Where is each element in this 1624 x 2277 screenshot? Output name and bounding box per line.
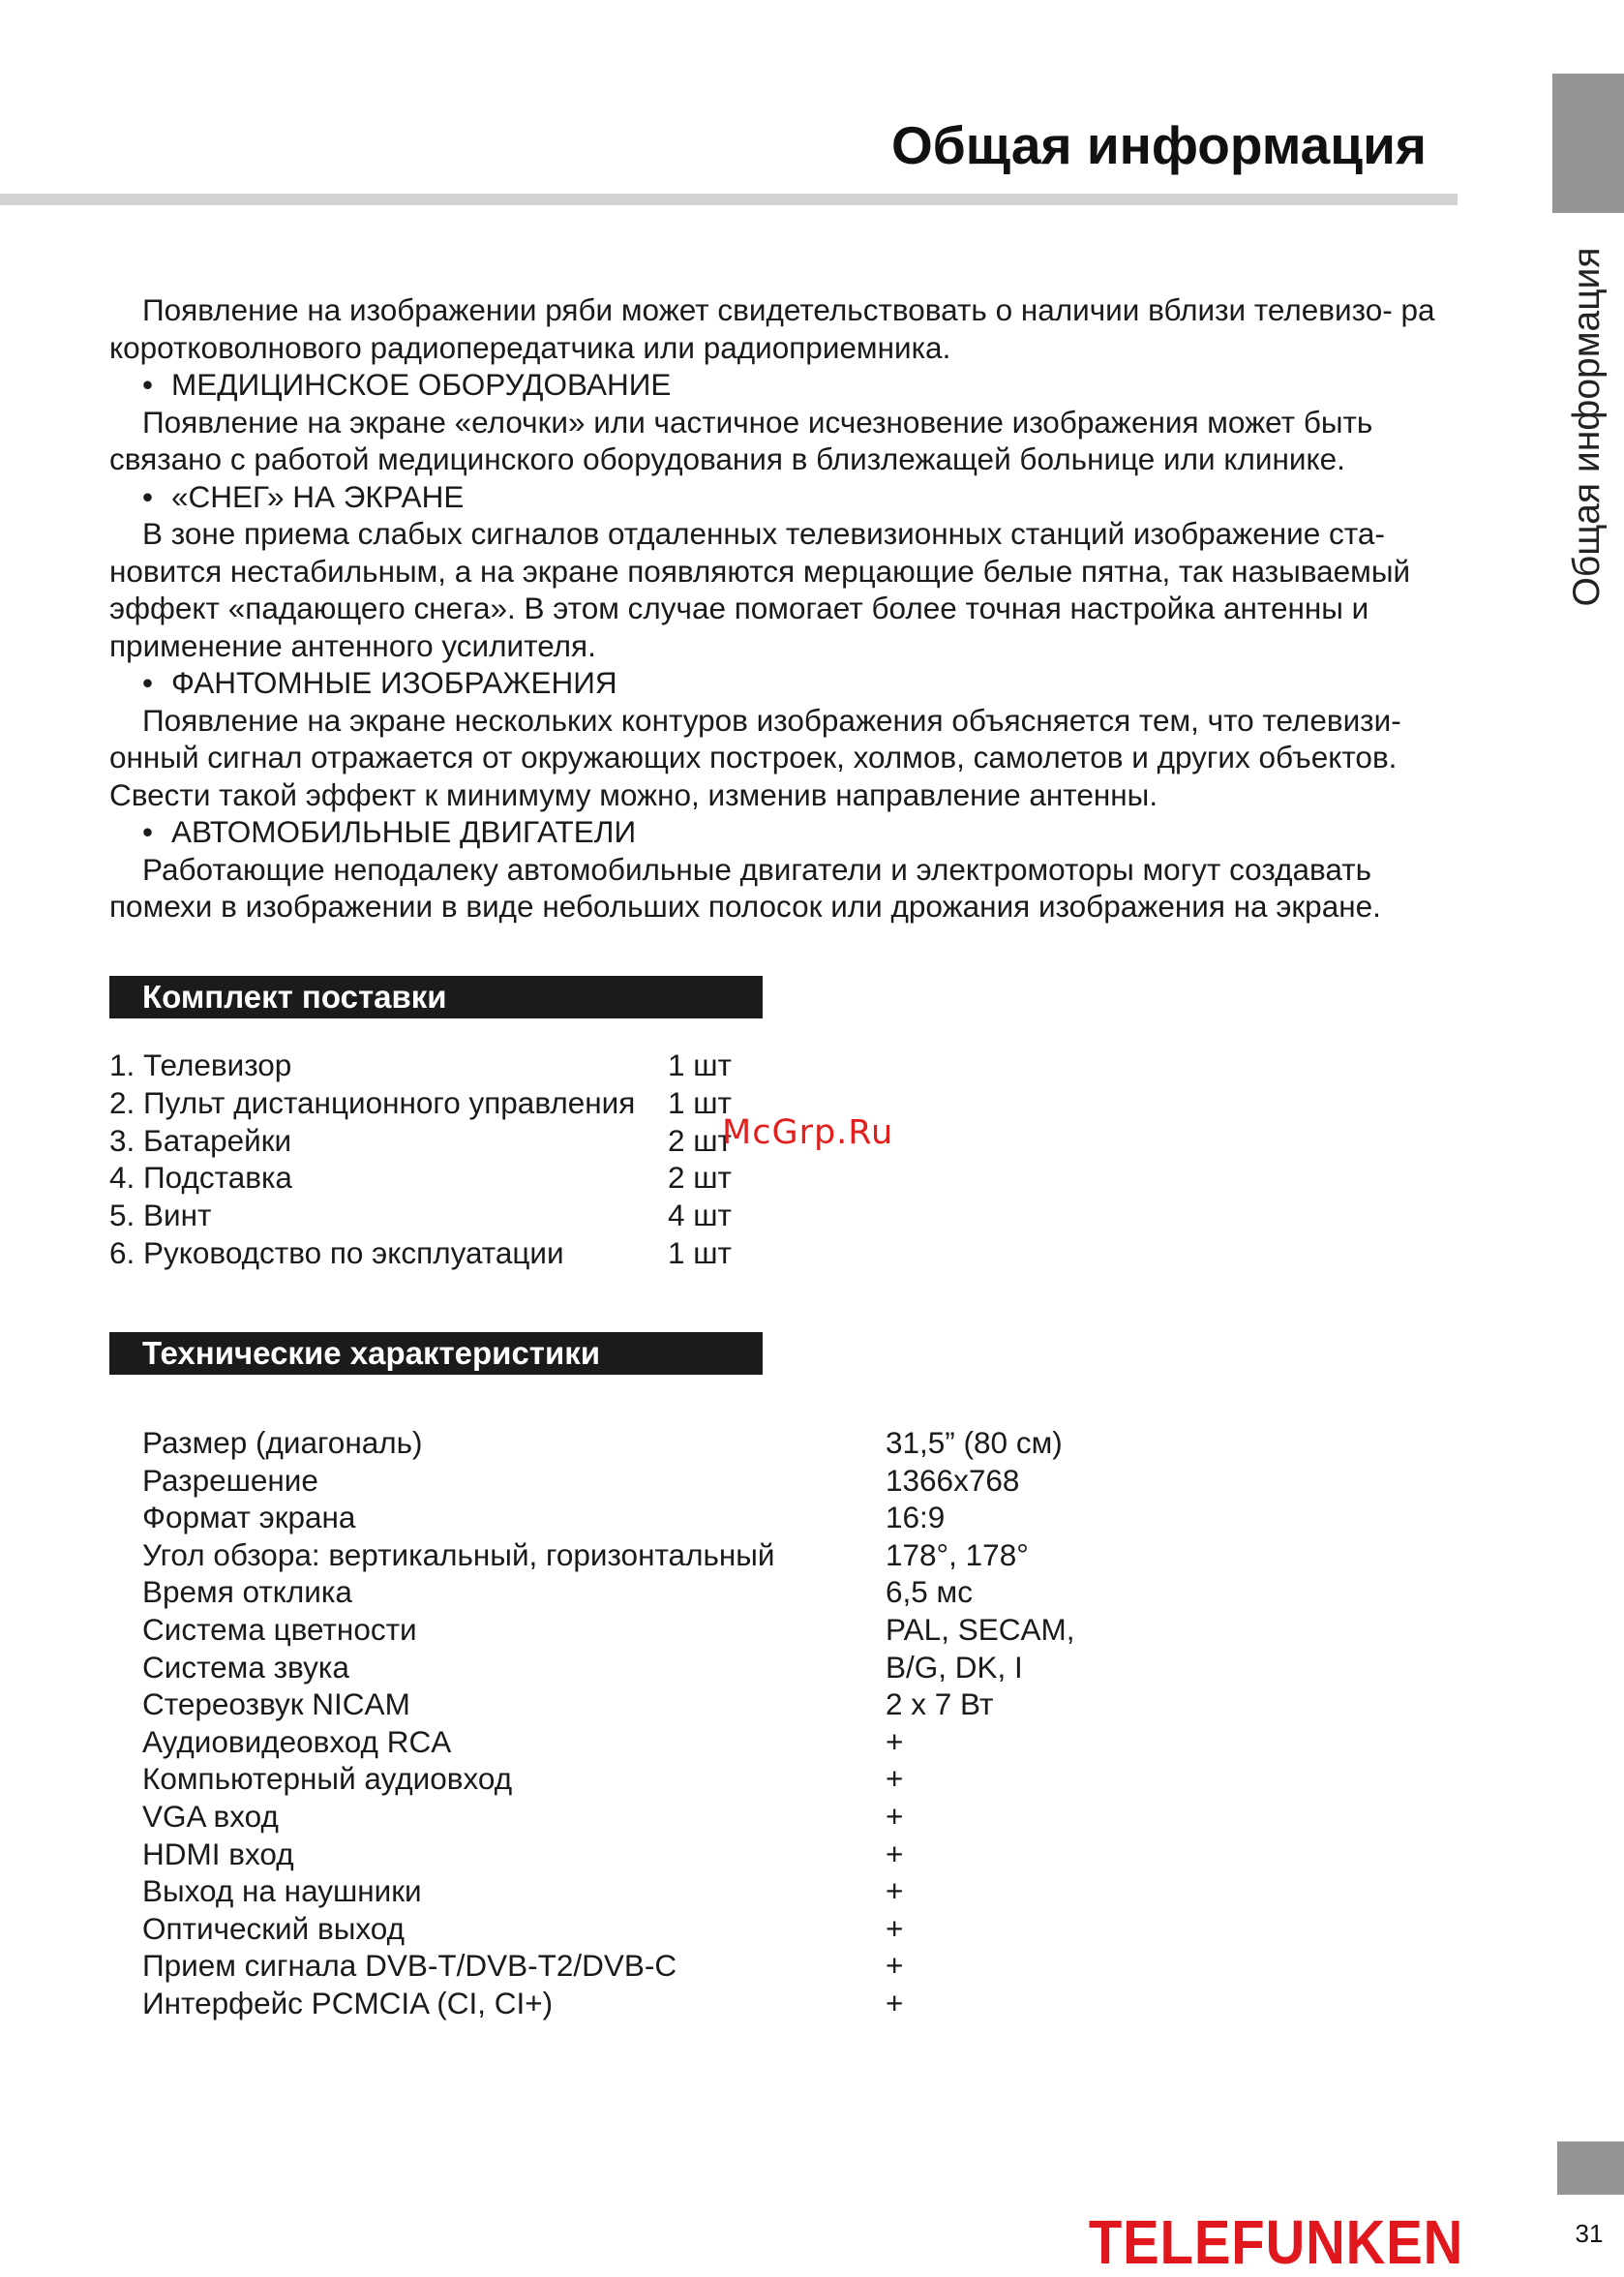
kit-list [109, 1047, 787, 1272]
spec-label: Размер (диагональ) [142, 1425, 423, 1460]
kit-item-name: 4. Подставка [109, 1160, 292, 1196]
kit-item-name: 5. Винт [109, 1198, 212, 1233]
spec-value: + [886, 1761, 904, 1797]
paragraph-rest: онный сигнал отражается от окружающих построек, холмов, самолетов и других объектов. Свести такой эффект к минимуму можно, изменив направление антенны. [109, 740, 1398, 812]
kit-item-qty: 2 шт [668, 1160, 732, 1196]
spec-value: + [886, 1948, 904, 1984]
bullet-heading [109, 366, 1455, 404]
spec-label: Стереозвук NICAM [142, 1686, 410, 1722]
spec-row [142, 1499, 1110, 1536]
spec-label: Время отклика [142, 1574, 352, 1610]
paragraph [109, 702, 1455, 814]
side-tab [1552, 74, 1624, 213]
paragraph-intro [109, 291, 1455, 366]
paragraph [109, 404, 1455, 478]
kit-item-qty: 2 шт [668, 1122, 732, 1158]
bullet-heading [109, 664, 1455, 702]
paragraph-intro-first: Появление на изображении ряби может свидетельствовать о наличии вблизи телевизо- [142, 292, 1393, 327]
kit-item [109, 1084, 787, 1122]
spec-value: + [886, 1873, 904, 1909]
kit-item-name: 1. Телевизор [109, 1047, 292, 1082]
spec-row [142, 1723, 1110, 1761]
bullet-icon: • [142, 367, 154, 402]
bullet-heading-text: АВТОМОБИЛЬНЫЕ ДВИГАТЕЛИ [171, 814, 637, 849]
bullet-heading [109, 813, 1455, 851]
spec-row [142, 1649, 1110, 1686]
spec-row [142, 1836, 1110, 1873]
spec-list [142, 1424, 1110, 2022]
spec-value: + [886, 1985, 904, 2020]
spec-value: 31,5” (80 см) [886, 1425, 1063, 1460]
spec-label: HDMI вход [142, 1836, 294, 1871]
spec-row [142, 1462, 1110, 1500]
spec-value: 2 x 7 Вт [886, 1686, 994, 1722]
spec-value: PAL, SECAM, [886, 1611, 1075, 1647]
bullet-heading-text: МЕДИЦИНСКОЕ ОБОРУДОВАНИЕ [171, 367, 672, 402]
spec-row [142, 1611, 1110, 1649]
spec-label: VGA вход [142, 1798, 279, 1834]
spec-label: Система звука [142, 1649, 349, 1685]
kit-item [109, 1047, 787, 1084]
kit-item-name: 3. Батарейки [109, 1122, 292, 1158]
brand-logo: TELEFUNKEN [1088, 2207, 1463, 2277]
bullet-heading [109, 478, 1455, 516]
bullet-icon: • [142, 665, 154, 700]
spec-row [142, 1872, 1110, 1910]
spec-label: Интерфейс PCMCIA (CI, CI+) [142, 1985, 554, 2020]
paragraph-rest: новится нестабильным, а на экране появляются мерцающие белые пятна, так называемый эффект «падающего снега». В этом случае помогает более точная настройка антенны и применение антенного усилителя. [109, 553, 1411, 663]
spec-value: B/G, DK, I [886, 1649, 1023, 1685]
paragraph-first: В зоне приема слабых сигналов отдаленных телевизионных станций изображение ста- [142, 516, 1385, 551]
paragraph-first: Появление на экране «елочки» или частичное исчезновение изображения может быть [142, 404, 1373, 440]
side-section-label-text: Общая информация [1566, 247, 1608, 607]
spec-label: Система цветности [142, 1611, 417, 1647]
paragraph [109, 515, 1455, 664]
kit-item-qty: 4 шт [668, 1198, 732, 1233]
page-number: 31 [1575, 2219, 1604, 2248]
spec-value: + [886, 1910, 904, 1946]
spec-label: Формат экрана [142, 1500, 356, 1535]
spec-value: 178°, 178° [886, 1536, 1029, 1572]
kit-item [109, 1122, 787, 1160]
spec-value: + [886, 1836, 904, 1871]
spec-value: 16:9 [886, 1500, 946, 1535]
spec-row [142, 1424, 1110, 1462]
body-text [109, 291, 1455, 926]
paragraph-first: Работающие неподалеку автомобильные двигатели и электромоторы могут создавать [142, 851, 1372, 887]
spec-label: Прием сигнала DVB-T/DVB-T2/DVB-C [142, 1948, 677, 1984]
kit-section-header: Комплект поставки [109, 976, 763, 1018]
paragraph [109, 851, 1455, 926]
title-rule [0, 194, 1458, 205]
spec-value: + [886, 1798, 904, 1834]
paragraph-first: Появление на экране нескольких контуров изображения объясняется тем, что телевизи- [142, 702, 1401, 738]
kit-item-qty: 1 шт [668, 1084, 732, 1120]
spec-row [142, 1685, 1110, 1723]
paragraph-rest: связано с работой медицинского оборудования в близлежащей больнице или клинике. [109, 441, 1345, 476]
spec-label: Аудиовидеовход RCA [142, 1723, 452, 1759]
kit-item [109, 1159, 787, 1197]
spec-label: Оптический выход [142, 1910, 405, 1946]
spec-label: Выход на наушники [142, 1873, 422, 1909]
kit-item-qty: 1 шт [668, 1234, 732, 1270]
spec-value: 6,5 мс [886, 1574, 973, 1610]
spec-label: Угол обзора: вертикальный, горизонтальный [142, 1536, 775, 1572]
spec-row [142, 1573, 1110, 1611]
spec-value: 1366x768 [886, 1462, 1020, 1498]
bullet-icon: • [142, 814, 154, 849]
kit-item [109, 1234, 787, 1272]
spec-row [142, 1536, 1110, 1574]
kit-item-name: 2. Пульт дистанционного управления [109, 1084, 636, 1120]
spec-row [142, 1760, 1110, 1798]
page-title: Общая информация [891, 115, 1427, 175]
spec-row [142, 1910, 1110, 1948]
spec-label: Компьютерный аудиовход [142, 1761, 513, 1797]
page-tab [1557, 2141, 1624, 2195]
kit-item [109, 1197, 787, 1234]
kit-item-name: 6. Руководство по эксплуатации [109, 1234, 564, 1270]
bullet-heading-text: ФАНТОМНЫЕ ИЗОБРАЖЕНИЯ [171, 665, 617, 700]
paragraph-rest: помехи в изображении в виде небольших полосок или дрожания изображения на экране. [109, 889, 1381, 924]
spec-row [142, 1985, 1110, 2022]
specs-section-header: Технические характеристики [109, 1332, 763, 1375]
spec-row [142, 1798, 1110, 1836]
watermark: McGrp.Ru [722, 1113, 894, 1152]
paragraph-intro-rest: ра коротковолнового радиопередатчика или радиоприемника. [109, 292, 1435, 365]
spec-value: + [886, 1723, 904, 1759]
bullet-heading-text: «СНЕГ» НА ЭКРАНЕ [171, 478, 465, 514]
spec-label: Разрешение [142, 1462, 318, 1498]
side-section-label [1549, 237, 1624, 617]
kit-item-qty: 1 шт [668, 1047, 732, 1082]
bullet-icon: • [142, 478, 154, 514]
spec-row [142, 1947, 1110, 1985]
